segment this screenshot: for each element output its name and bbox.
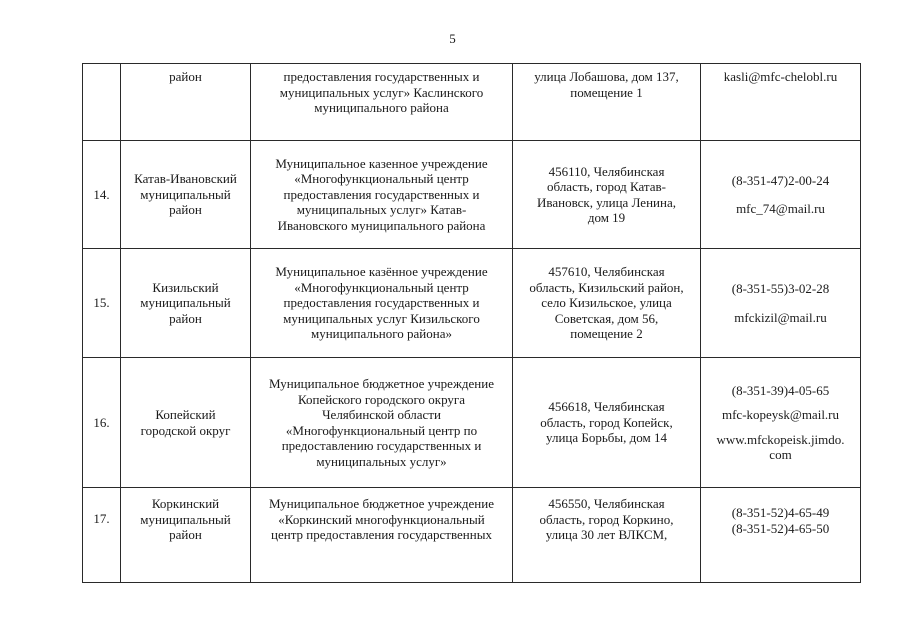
row-number: 14. — [83, 141, 121, 249]
address-line: 457610, Челябинская — [548, 264, 665, 280]
mfc-table — [82, 63, 861, 583]
address — [513, 488, 701, 583]
address-line: помещение 2 — [570, 326, 643, 342]
address-line: 456550, Челябинская — [548, 496, 665, 511]
organization-line: муниципального района — [314, 100, 449, 115]
organization-line: «Многофункциональный центр — [294, 279, 469, 295]
address — [513, 141, 701, 249]
organization-line: муниципальных услуг Кизильского — [283, 310, 480, 326]
phone: (8-351-52)4-65-49 — [731, 505, 830, 520]
phone: (8-351-47)2-00-24 — [731, 172, 830, 188]
organization-name — [251, 141, 513, 249]
organization-line: центр предоставления государственных — [271, 527, 492, 542]
address — [513, 64, 701, 141]
contacts — [701, 488, 861, 583]
organization-line: «Многофункциональный центр по — [285, 422, 478, 438]
address-line: помещение 1 — [570, 84, 643, 100]
row-number — [83, 64, 121, 141]
municipality-name-line: Копейский — [155, 407, 216, 422]
municipality-name-line: Катав-Ивановский — [134, 171, 237, 187]
email: kasli@mfc-chelobl.ru — [723, 69, 838, 84]
organization-line: муниципальных услуг» — [316, 453, 447, 469]
organization-name — [251, 249, 513, 358]
organization-name — [251, 358, 513, 488]
organization-line: Муниципальное казённое учреждение — [275, 264, 488, 280]
municipality-name-line: Кизильский — [152, 279, 219, 295]
organization-name — [251, 488, 513, 583]
address-line: улица Лобашова, дом 137, — [534, 69, 679, 84]
phone: (8-351-39)4-05-65 — [731, 382, 830, 398]
table-row — [83, 64, 861, 141]
municipality-name-line: муниципальный — [140, 511, 231, 527]
municipality-name — [121, 64, 251, 141]
row-number: 16. — [83, 358, 121, 488]
municipality-name-line: район — [169, 310, 202, 326]
organization-line: предоставления государственных и — [283, 186, 480, 202]
organization-line: «Многофункциональный центр — [294, 171, 469, 187]
address — [513, 249, 701, 358]
organization-line: Муниципальное бюджетное учреждение — [269, 376, 494, 391]
municipality-name-line: район — [169, 69, 202, 84]
contacts — [701, 358, 861, 488]
website-line: com — [769, 447, 792, 462]
organization-line: муниципальных услуг» Каслинского — [279, 84, 484, 100]
municipality-name-line: муниципальный — [140, 295, 231, 311]
email: mfc_74@mail.ru — [736, 201, 825, 216]
organization-line: муниципальных услуг» Катав- — [296, 202, 467, 218]
organization-line: Муниципальное казенное учреждение — [275, 155, 488, 171]
address-line: область, Кизильский район, — [529, 279, 684, 295]
address-line: 456110, Челябинская — [548, 163, 665, 179]
municipality-name-line: муниципальный — [140, 186, 231, 202]
organization-line: Ивановского муниципального района — [277, 217, 486, 233]
municipality-name-line: район — [169, 202, 202, 218]
organization-line: Муниципальное бюджетное учреждение — [269, 496, 494, 511]
website-line: www.mfckopeisk.jimdo. — [716, 431, 845, 447]
municipality-name — [121, 141, 251, 249]
table-row — [83, 141, 861, 249]
contacts — [701, 64, 861, 141]
municipality-name-line: городской округ — [140, 422, 231, 438]
phone: (8-351-52)4-65-50 — [731, 520, 830, 536]
table-row — [83, 249, 861, 358]
row-number: 15. — [83, 249, 121, 358]
email: mfc-kopeysk@mail.ru — [721, 407, 840, 422]
address-line: Ивановск, улица Ленина, — [537, 194, 676, 210]
table-row — [83, 488, 861, 583]
municipality-name-line: район — [169, 527, 202, 542]
phone: (8-351-55)3-02-28 — [731, 281, 830, 296]
organization-line: Копейского городского округа — [297, 391, 466, 407]
organization-line: «Коркинский многофункциональный — [278, 511, 485, 527]
address-line: улица Борьбы, дом 14 — [546, 430, 667, 446]
organization-line: предоставления государственных и — [283, 295, 480, 311]
organization-line: предоставлению государственных и — [281, 438, 482, 453]
address-line: Советская, дом 56, — [554, 310, 659, 326]
address-line: область, город Катав- — [547, 179, 666, 194]
page-number: 5 — [449, 31, 456, 46]
contacts — [701, 141, 861, 249]
municipality-name — [121, 249, 251, 358]
address-line: улица 30 лет ВЛКСМ, — [545, 527, 668, 542]
municipality-name — [121, 488, 251, 583]
organization-line: предоставления государственных и — [283, 69, 480, 84]
address-line: область, город Коркино, — [539, 511, 674, 527]
address-line: село Кизильское, улица — [541, 295, 672, 311]
municipality-name — [121, 358, 251, 488]
address-line: область, город Копейск, — [540, 414, 673, 430]
organization-name — [251, 64, 513, 141]
organization-line: муниципального района» — [311, 326, 452, 342]
address — [513, 358, 701, 488]
email: mfckizil@mail.ru — [734, 309, 827, 325]
address-line: дом 19 — [587, 210, 626, 225]
municipality-name-line: Коркинский — [151, 496, 220, 511]
row-number: 17. — [83, 488, 121, 583]
organization-line: Челябинской области — [322, 407, 441, 422]
table-row — [83, 358, 861, 488]
contacts — [701, 249, 861, 358]
address-line: 456618, Челябинская — [548, 399, 665, 415]
